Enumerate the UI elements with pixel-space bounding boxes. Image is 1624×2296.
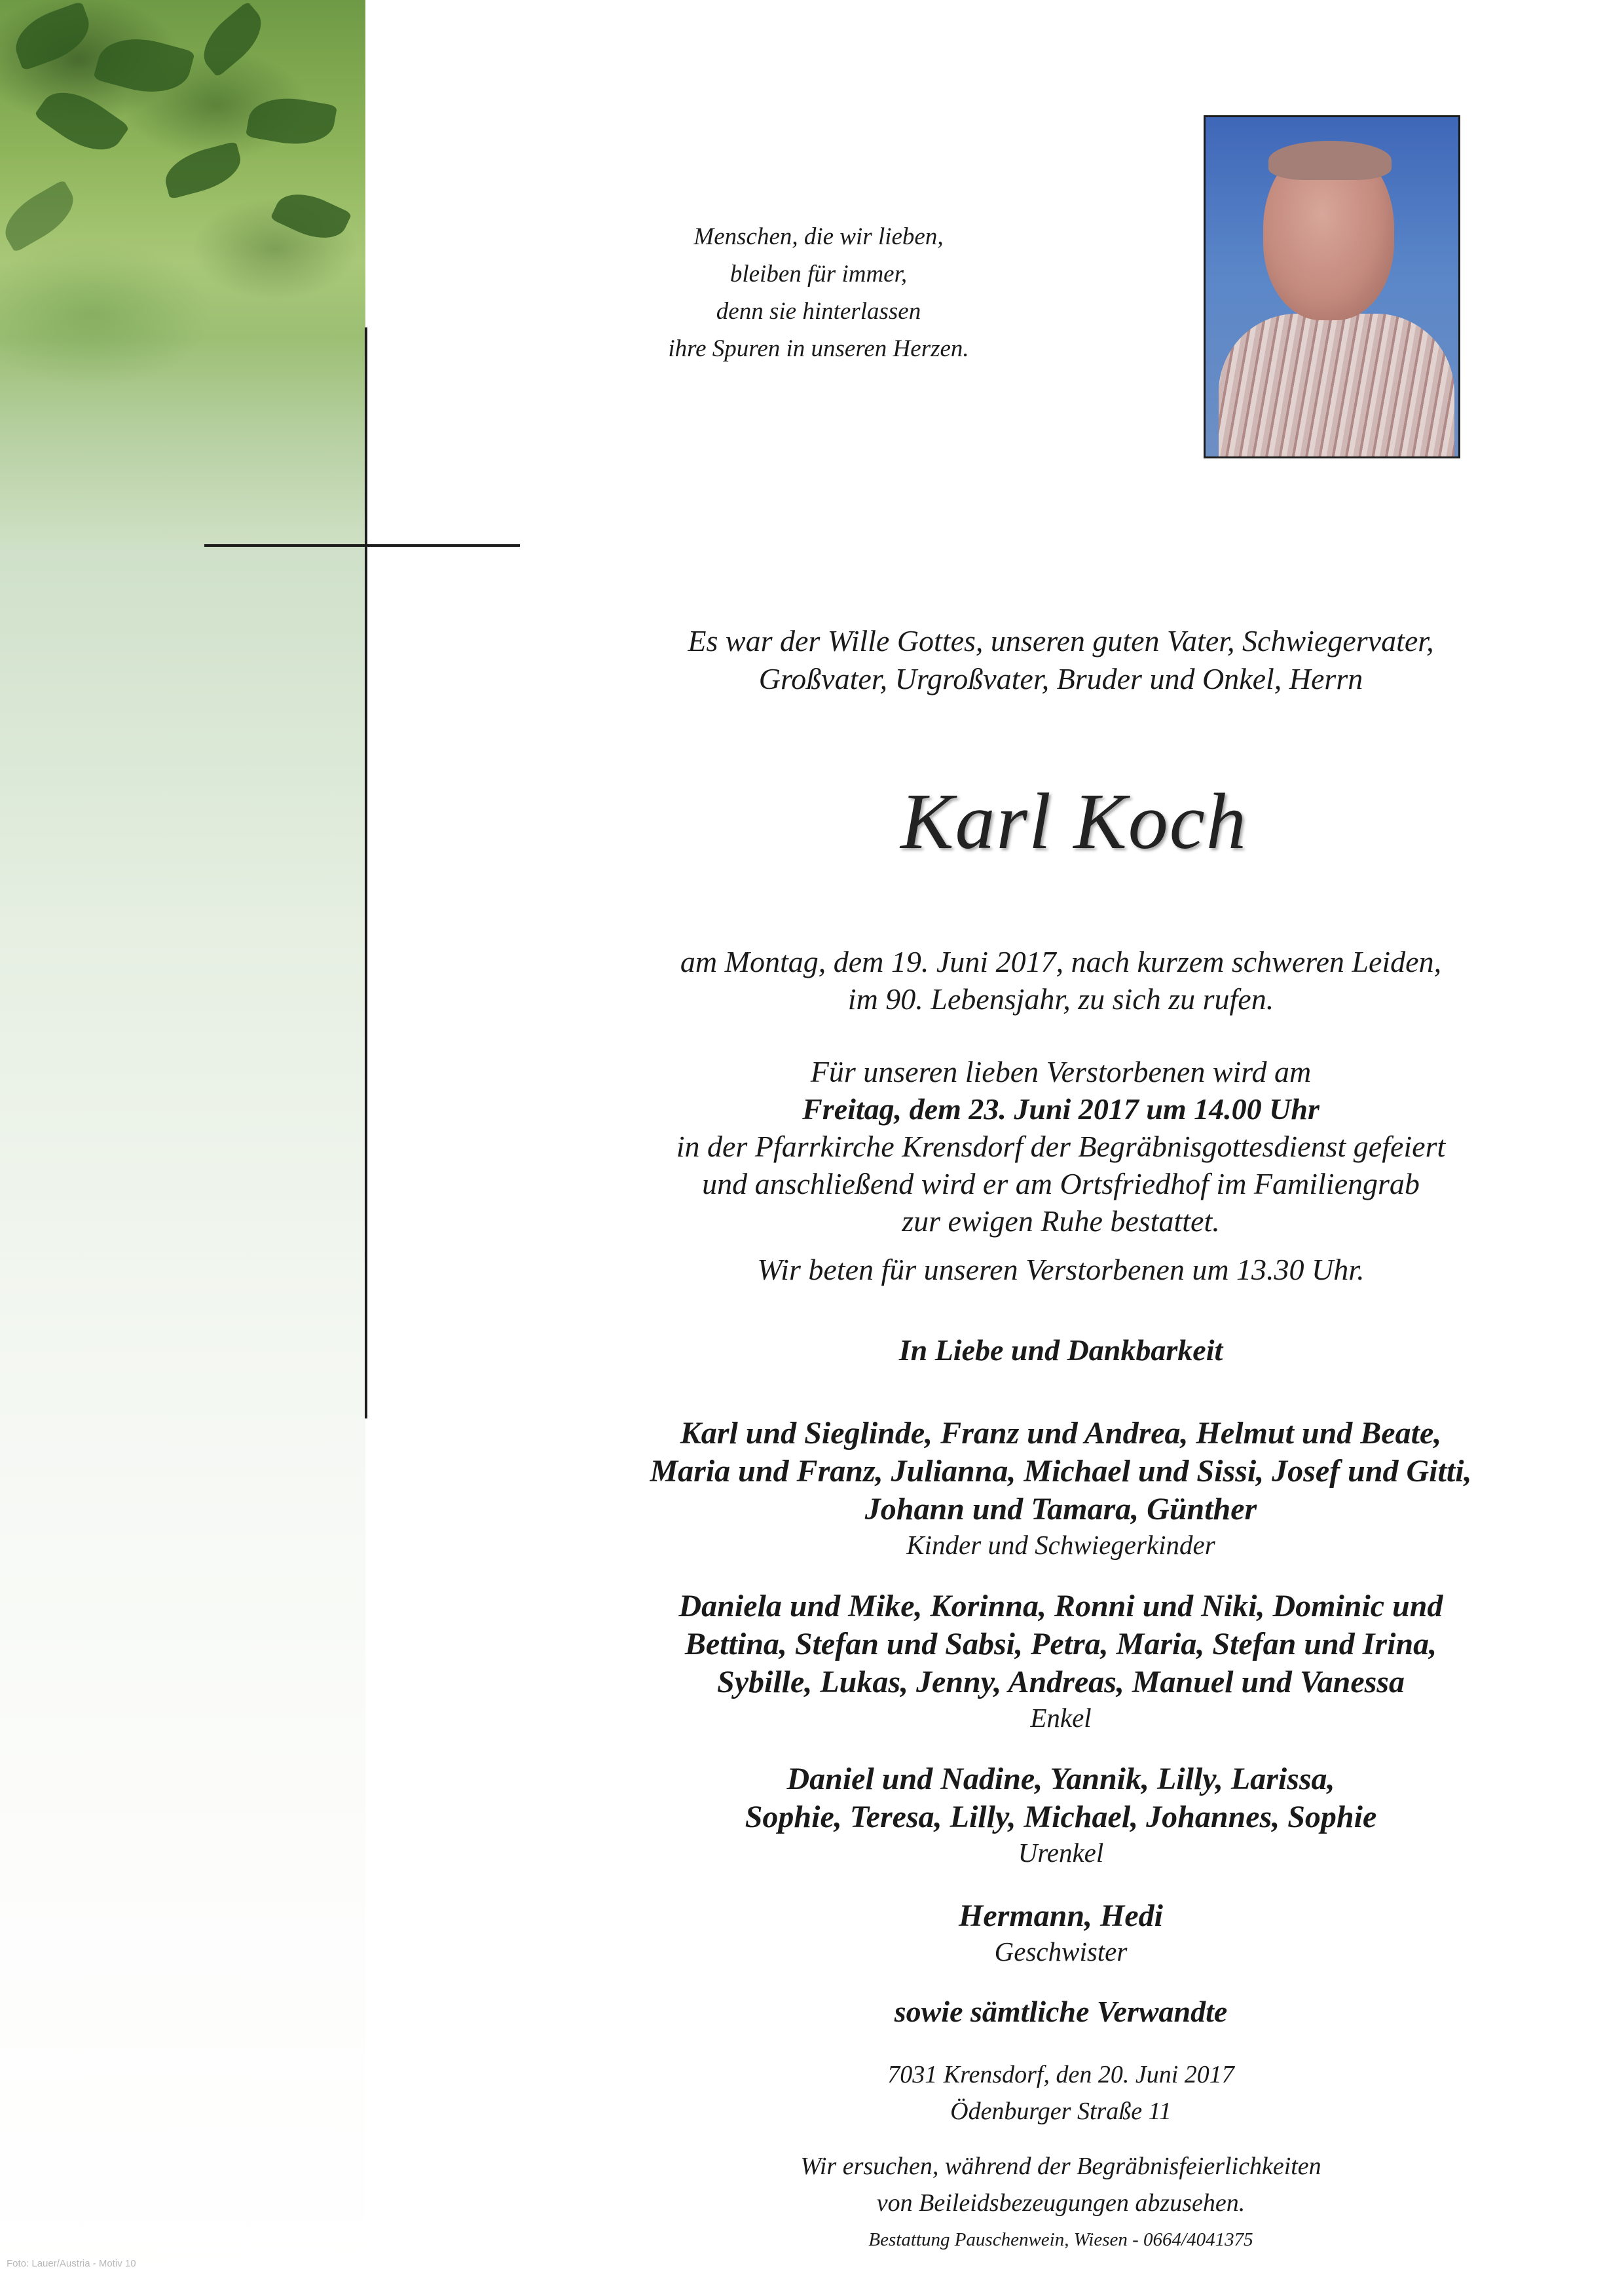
portrait-photo [1204,115,1460,458]
poem-line: ihre Spuren in unseren Herzen. [668,335,969,362]
image-credit: Foto: Lauer/Austria - Motiv 10 [7,2258,136,2269]
place-and-address [563,2056,1559,2130]
mourner-names: Daniela und Mike, Korinna, Ronni und Niki, Dominic und [678,1589,1443,1623]
intro-line: Großvater, Urgroßvater, Bruder und Onkel, Herrn [758,662,1363,695]
nature-photo [0,0,365,545]
service-info [563,1053,1559,1240]
intro-text [563,622,1559,698]
cross-vertical-bar [365,327,367,1418]
mourner-names: Johann und Tamara, Günther [864,1492,1257,1527]
service-date-time: Freitag, dem 23. Juni 2017 um 14.00 Uhr [802,1092,1320,1126]
mourner-group-grandchildren [563,1587,1559,1734]
mourner-names: Hermann, Hedi [958,1898,1164,1933]
funeral-home: Bestattung Pauschenwein, Wiesen - 0664/4041375 [868,2229,1253,2250]
poem-line: bleiben für immer, [729,261,908,287]
mourner-group-siblings [563,1897,1559,1968]
prayer-time: Wir beten für unseren Verstorbenen um 13.30 Uhr. [757,1253,1365,1286]
background-fade [0,545,365,2296]
death-notice [563,943,1559,1018]
request-line: von Beileidsbezeugungen abzusehen. [876,2189,1246,2217]
mourner-names: Karl und Sieglinde, Franz und Andrea, Helmut und Beate, [680,1416,1442,1451]
service-line: in der Pfarrkirche Krensdorf der Begräbnisgottesdienst gefeiert [676,1130,1446,1163]
mourner-relation: Geschwister [994,1936,1128,1967]
poem-line: Menschen, die wir lieben, [693,223,944,250]
cross-horizontal-bar [204,544,520,547]
poem [589,218,1048,367]
death-notice-line: am Montag, dem 19. Juni 2017, nach kurzem schweren Leiden, [680,945,1442,978]
intro-line: Es war der Wille Gottes, unseren guten Vater, Schwiegervater, [688,624,1434,657]
address: Ödenburger Straße 11 [950,2098,1172,2125]
relatives-line: sowie sämtliche Verwandte [894,1995,1228,2028]
mourner-relation: Urenkel [1018,1838,1104,1868]
request-line: Wir ersuchen, während der Begräbnisfeierlichkeiten [800,2153,1321,2180]
death-notice-line: im 90. Lebensjahr, zu sich zu rufen. [847,982,1274,1016]
closing-phrase: In Liebe und Dankbarkeit [898,1333,1223,1367]
mourner-names: Bettina, Stefan und Sabsi, Petra, Maria, Stefan und Irina, [684,1627,1437,1661]
mourner-names: Sophie, Teresa, Lilly, Michael, Johannes, Sophie [745,1800,1377,1834]
mourner-names: Sybille, Lukas, Jenny, Andreas, Manuel und Vanessa [717,1665,1405,1699]
deceased-name: Karl Koch [900,777,1247,866]
mourner-relation: Kinder und Schwiegerkinder [906,1530,1215,1560]
place-date: 7031 Krensdorf, den 20. Juni 2017 [887,2061,1234,2088]
mourner-names: Daniel und Nadine, Yannik, Lilly, Larissa, [786,1762,1335,1796]
service-line: Für unseren lieben Verstorbenen wird am [810,1055,1312,1088]
mourner-names: Maria und Franz, Julianna, Michael und Sissi, Josef und Gitti, [650,1454,1472,1489]
service-line: und anschließend wird er am Ortsfriedhof im Familiengrab [702,1167,1420,1200]
mourner-group-great-grandchildren [563,1760,1559,1869]
mourner-relation: Enkel [1030,1703,1092,1733]
mourner-group-children [563,1415,1559,1561]
service-line: zur ewigen Ruhe bestattet. [902,1204,1220,1238]
poem-line: denn sie hinterlassen [716,298,921,325]
condolence-request [563,2148,1559,2221]
